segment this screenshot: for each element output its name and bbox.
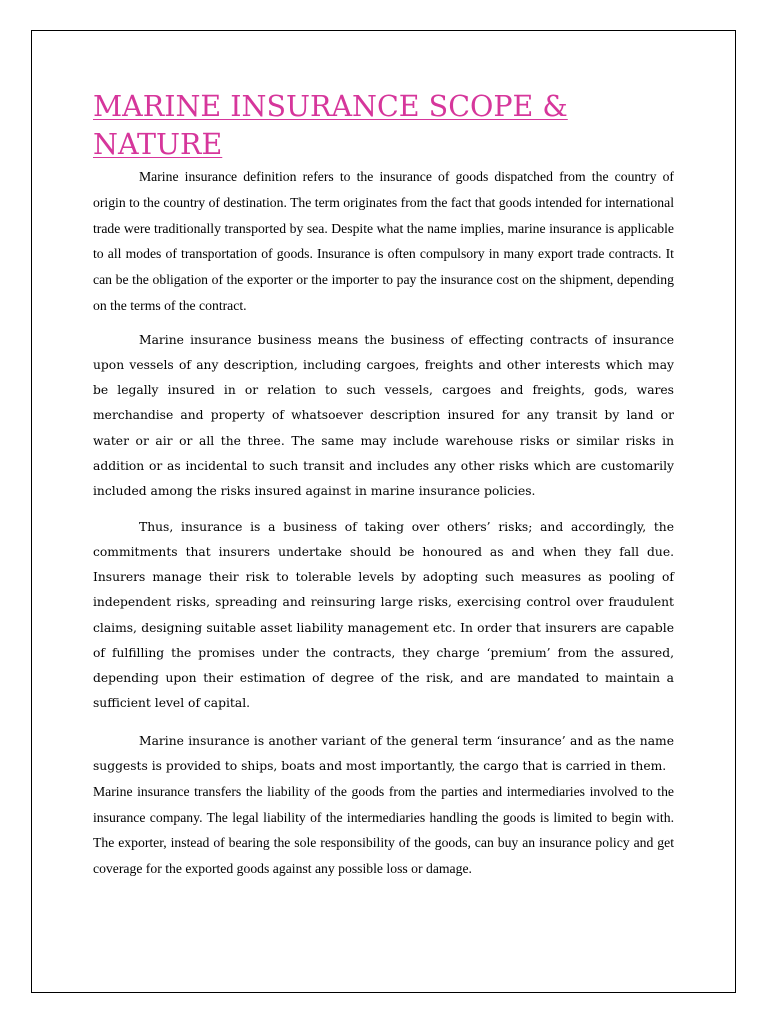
document-title: MARINE INSURANCE SCOPE & NATURE bbox=[93, 90, 568, 161]
paragraph-2: Marine insurance business means the business of effecting contracts of insurance upon vessels of any description, including cargoes, freights and other interests which may be legally insured in or relation to such vessels, cargoes and freights, gods, wares merchandise and property of whatsoever description insured for any transit by land or water or air or all the three. The same may include warehouse risks or similar risks in addition or as incidental to such transit and includes any other risks which are customarily included among the risks insured against in marine insurance policies. bbox=[93, 332, 674, 498]
paragraph-5: Marine insurance transfers the liability of the goods from the parties and intermediaries involved to the insurance company. The legal liability of the intermediaries handling the goods is limited to begin with. The exporter, instead of bearing the sole responsibility of the goods, can buy an insurance policy and get coverage for the exported goods against any possible loss or damage. bbox=[93, 783, 674, 876]
document-body bbox=[93, 88, 674, 881]
paragraph-3: Thus, insurance is a business of taking over others’ risks; and accordingly, the commitments that insurers undertake should be honoured as and when they fall due. Insurers manage their risk to tolerable levels by adopting such measures as pooling of independent risks, spreading and reinsuring large risks, exercising control over fraudulent claims, designing suitable asset liability management etc. In order that insurers are capable of fulfilling the promises under the contracts, they charge ‘premium’ from the assured, depending upon their estimation of degree of the risk, and are mandated to maintain a sufficient level of capital. bbox=[93, 520, 674, 710]
paragraph-4: Marine insurance is another variant of the general term ‘insurance’ and as the name suggests is provided to ships, boats and most importantly, the cargo that is carried in them. bbox=[93, 733, 674, 773]
paragraph-1: Marine insurance definition refers to the insurance of goods dispatched from the country of origin to the country of destination. The term originates from the fact that goods intended for international trade were traditionally transported by sea. Despite what the name implies, marine insurance is applicable to all modes of transportation of goods. Insurance is often compulsory in many export trade contracts. It can be the obligation of the exporter or the importer to pay the insurance cost on the shipment, depending on the terms of the contract. bbox=[93, 169, 674, 313]
